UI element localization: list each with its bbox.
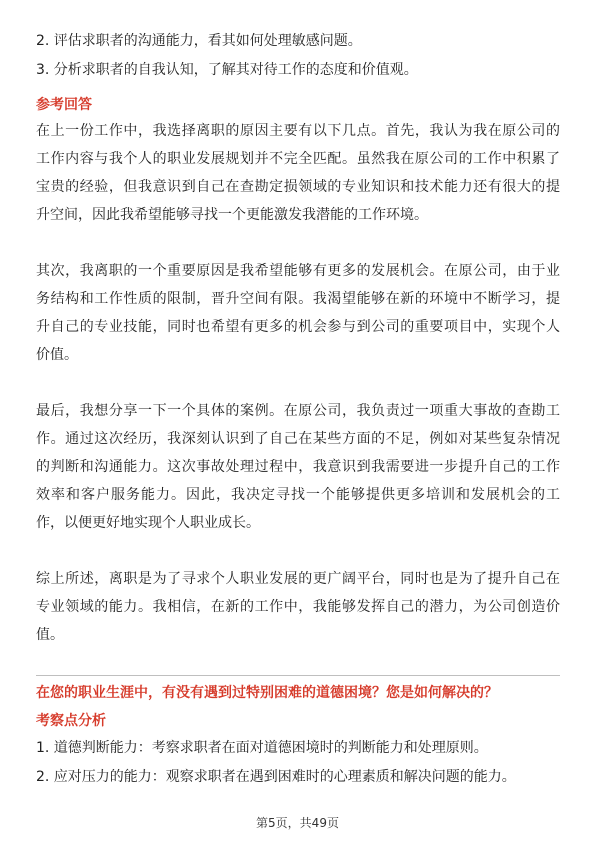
- answer-line: 综上所述，离职是为了寻求个人职业发展的更广阔平台，同时也是为了提升自己在: [36, 571, 560, 587]
- answer-line: 作，以便更好地实现个人职业成长。: [36, 515, 260, 531]
- answer-line: 效率和客户服务能力。因此，我决定寻找一个能够提供更多培训和发展机会的工: [36, 487, 560, 503]
- answer-line: 专业领域的能力。我相信，在新的工作中，我能够发挥自己的潜力，为公司创造价: [36, 599, 560, 615]
- answer-line: 最后，我想分享一下一个具体的案例。在原公司，我负责过一项重大事故的查勘工: [36, 403, 560, 419]
- answer-line: 价值。: [36, 347, 78, 363]
- analysis-point: 1. 道德判断能力：考察求职者在面对道德困境时的判断能力和处理原则。: [36, 740, 488, 756]
- answer-heading: 参考回答: [36, 97, 92, 113]
- answer-line: 工作内容与我个人的职业发展规划并不完全匹配。虽然我在原公司的工作中积累了: [36, 151, 560, 167]
- analysis-heading: 考察点分析: [36, 713, 106, 729]
- answer-line: 在上一份工作中，我选择离职的原因主要有以下几点。首先，我认为我在原公司的: [36, 123, 560, 139]
- answer-line: 值。: [36, 627, 64, 643]
- page-footer: 第5页，共49页: [256, 816, 339, 830]
- intro-point: 2. 评估求职者的沟通能力，看其如何处理敏感问题。: [36, 33, 362, 49]
- answer-line: 宝贵的经验，但我意识到自己在查勘定损领域的专业知识和技术能力还有很大的提: [36, 179, 560, 195]
- answer-line: 升自己的专业技能，同时也希望有更多的机会参与到公司的重要项目中，实现个人: [36, 319, 560, 335]
- answer-line: 的判断和沟通能力。这次事故处理过程中，我意识到我需要进一步提升自己的工作: [36, 459, 560, 475]
- answer-line: 升空间，因此我希望能够寻找一个更能激发我潜能的工作环境。: [36, 207, 428, 223]
- question-heading: 在您的职业生涯中，有没有遇到过特别困难的道德困境？您是如何解决的？: [36, 685, 498, 701]
- analysis-point: 2. 应对压力的能力：观察求职者在遇到困难时的心理素质和解决问题的能力。: [36, 769, 516, 785]
- answer-line: 务结构和工作性质的限制，晋升空间有限。我渴望能够在新的环境中不断学习，提: [36, 291, 560, 307]
- section-divider: [36, 675, 560, 676]
- answer-line: 作。通过这次经历，我深刻认识到了自己在某些方面的不足，例如对某些复杂情况: [36, 431, 560, 447]
- intro-point: 3. 分析求职者的自我认知，了解其对待工作的态度和价值观。: [36, 62, 418, 78]
- answer-line: 其次，我离职的一个重要原因是我希望能够有更多的发展机会。在原公司，由于业: [36, 263, 560, 279]
